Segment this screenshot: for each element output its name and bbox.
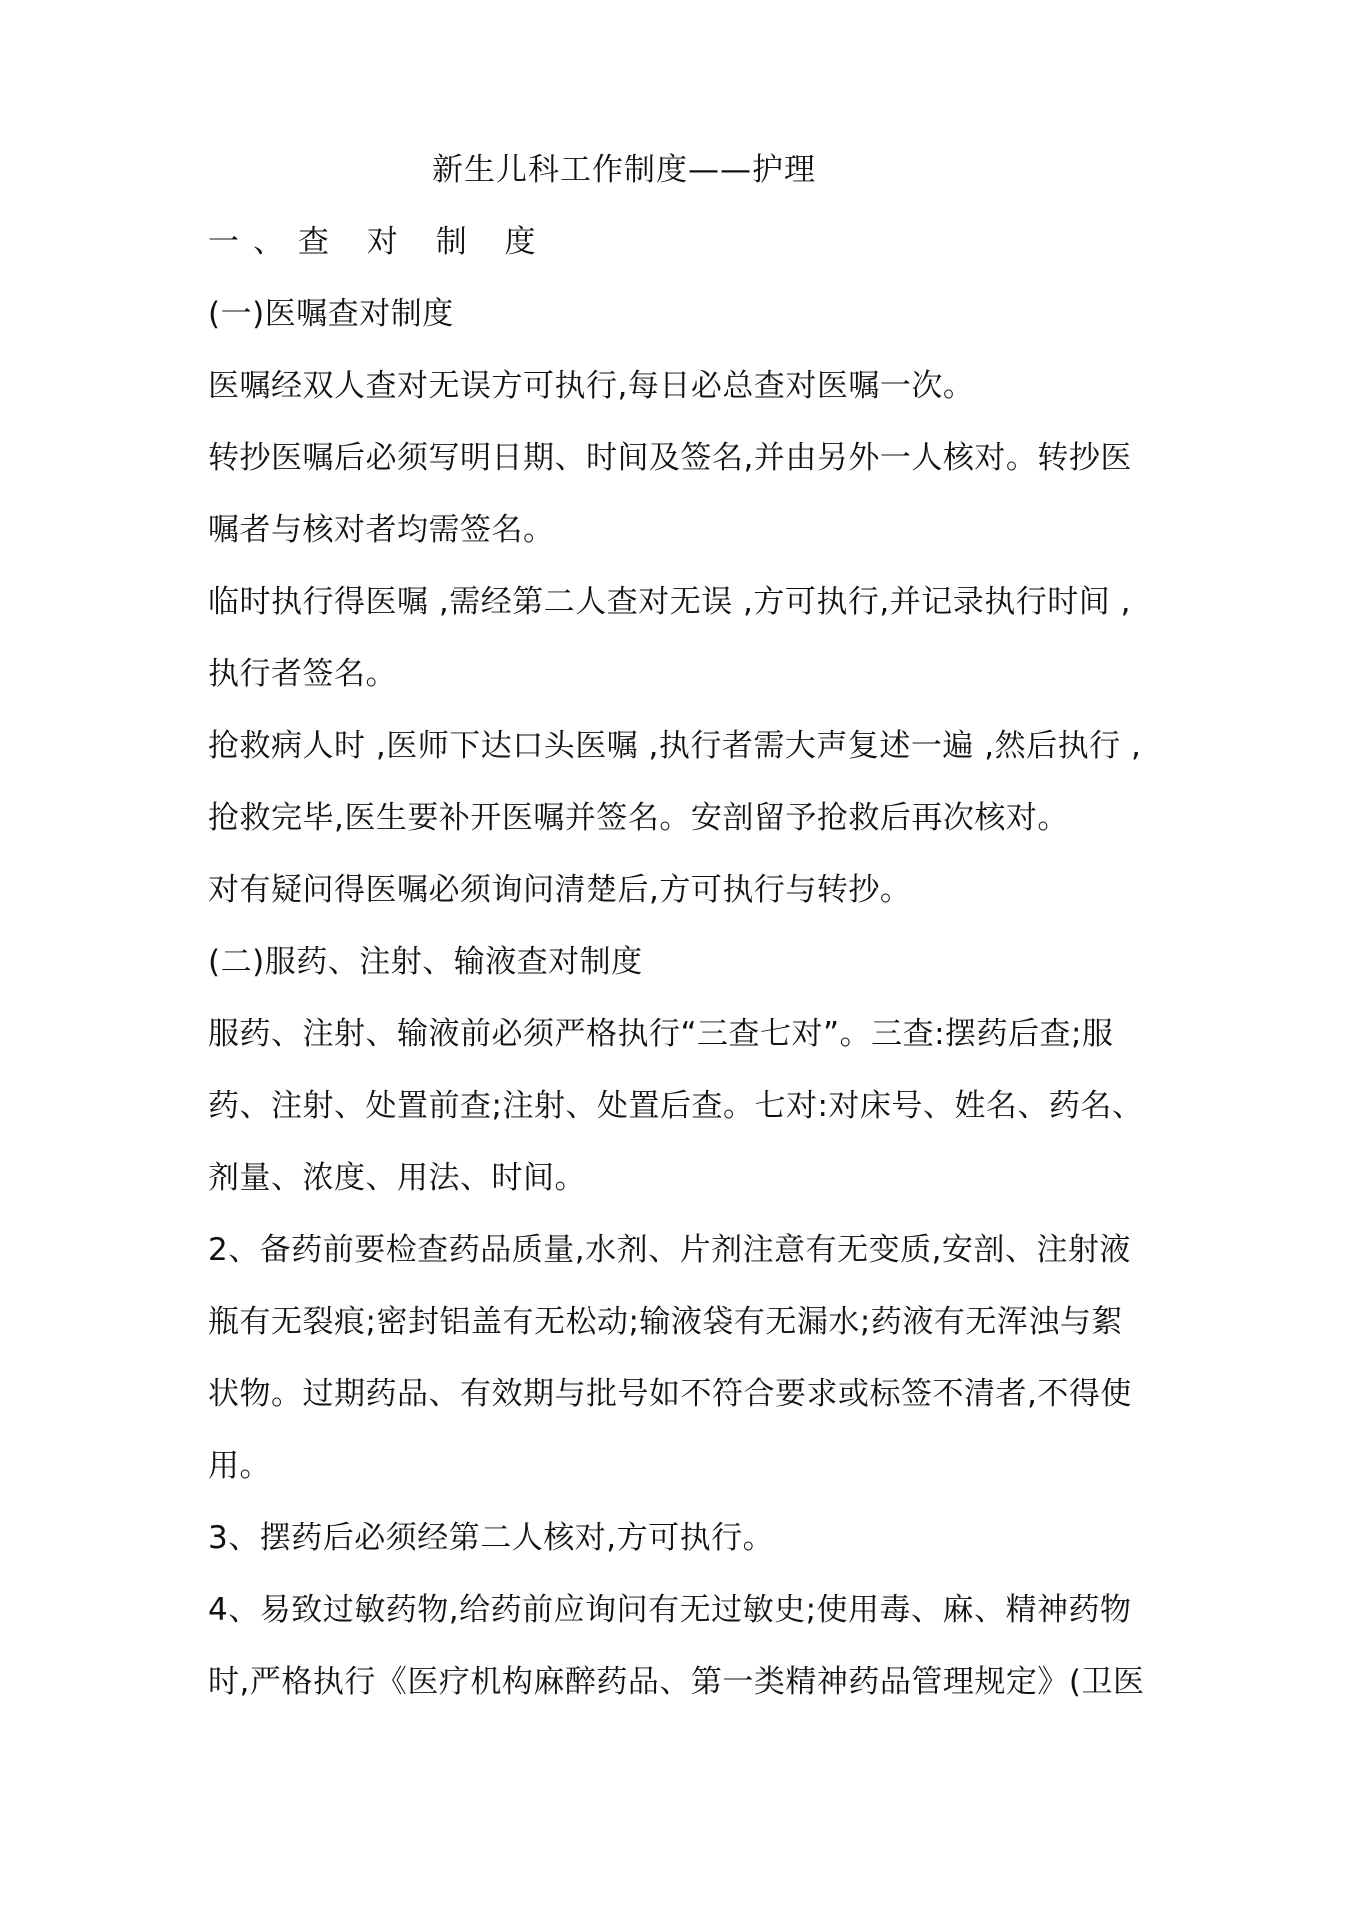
paragraph-line: 医嘱经双人查对无误方可执行,每日必总查对医嘱一次。 <box>208 368 975 404</box>
paragraph-line: 剂量、浓度、用法、时间。 <box>208 1160 586 1196</box>
paragraph-line: 服药、注射、输液前必须严格执行“三查七对”。三查:摆药后查;服 <box>208 1016 1114 1052</box>
paragraph-line: 3、摆药后必须经第二人核对,方可执行。 <box>208 1520 775 1556</box>
subsection-heading: (二)服药、注射、输液查对制度 <box>208 944 643 980</box>
document-title: 新生儿科工作制度——护理 <box>432 152 816 188</box>
paragraph-line: 2、备药前要检查药品质量,水剂、片剂注意有无变质,安剖、注射液 <box>208 1232 1131 1268</box>
paragraph-line: 嘱者与核对者均需签名。 <box>208 512 555 548</box>
paragraph-line: 执行者签名。 <box>208 656 397 692</box>
paragraph-line: 转抄医嘱后必须写明日期、时间及签名,并由另外一人核对。转抄医 <box>208 440 1132 476</box>
paragraph-line: 对有疑问得医嘱必须询问清楚后,方可执行与转抄。 <box>208 872 912 908</box>
paragraph-line: 瓶有无裂痕;密封铝盖有无松动;输液袋有无漏水;药液有无浑浊与絮 <box>208 1304 1123 1340</box>
paragraph-line: 时,严格执行《医疗机构麻醉药品、第一类精神药品管理规定》(卫医 <box>208 1664 1145 1700</box>
section-heading: 一、查 对 制 度 <box>208 224 550 260</box>
paragraph-line: 4、易致过敏药物,给药前应询问有无过敏史;使用毒、麻、精神药物 <box>208 1592 1132 1628</box>
paragraph-line: 临时执行得医嘱 ,需经第二人查对无误 ,方可执行,并记录执行时间 , <box>208 584 1131 620</box>
paragraph-line: 抢救完毕,医生要补开医嘱并签名。安剖留予抢救后再次核对。 <box>208 800 1069 836</box>
paragraph-line: 状物。过期药品、有效期与批号如不符合要求或标签不清者,不得使 <box>208 1376 1132 1412</box>
paragraph-line: 抢救病人时 ,医师下达口头医嘱 ,执行者需大声复述一遍 ,然后执行 , <box>208 728 1142 764</box>
paragraph-line: 药、注射、处置前查;注射、处置后查。七对:对床号、姓名、药名、 <box>208 1088 1144 1124</box>
paragraph-line: 用。 <box>208 1448 271 1484</box>
subsection-heading: (一)医嘱查对制度 <box>208 296 454 332</box>
